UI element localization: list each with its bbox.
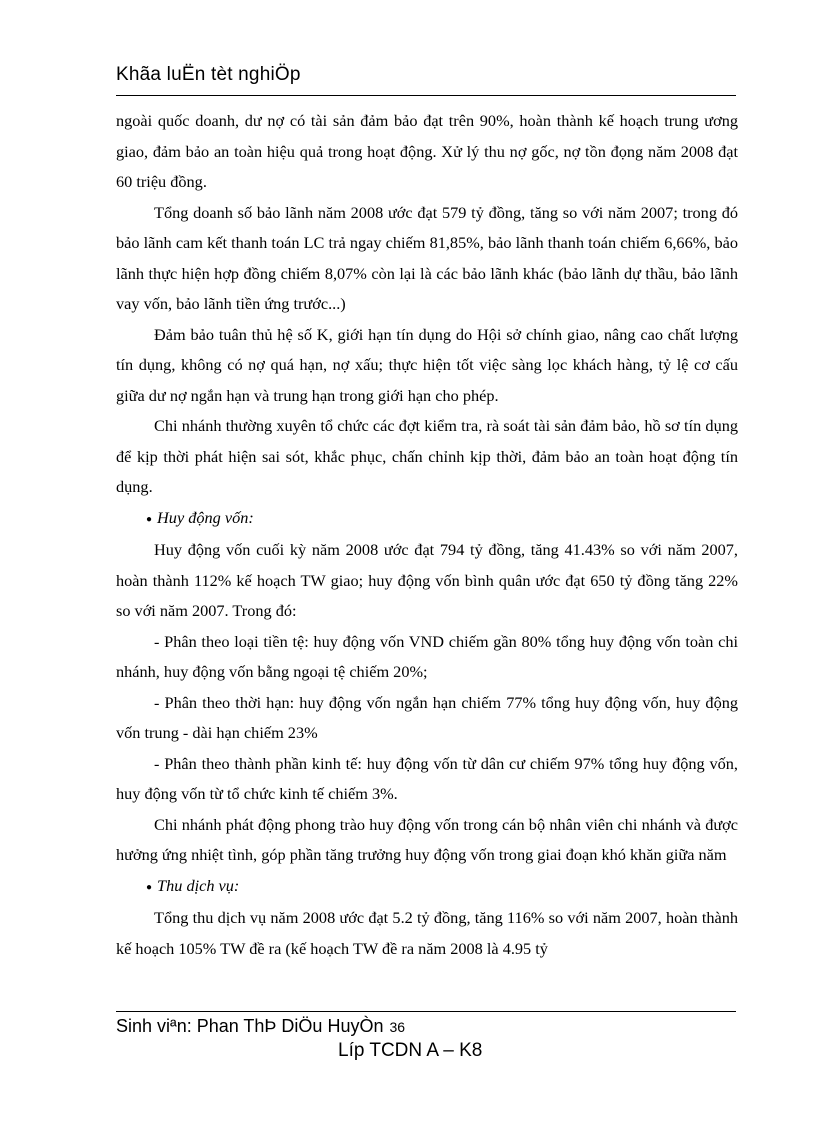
bullet-heading-label: Huy động vốn: [157,507,254,527]
student-name: Sinh viªn: Phan ThÞ DiÖu HuyÒn [116,1016,384,1036]
paragraph-7: - Phân theo thời hạn: huy động vốn ngắn hạn chiếm 77% tổng huy động vốn, huy động vốn trung - dài hạn chiếm 23% [116,692,738,742]
bullet-dot-icon: ● [146,881,153,893]
paragraph-2: Tổng doanh số bảo lãnh năm 2008 ước đạt 579 tỷ đồng, tăng so với năm 2007; trong đó bảo lãnh cam kết thanh toán LC trả ngay chiếm 81,85%, bảo lãnh thanh toán chiếm 6,66%, bảo lãnh thực hiện hợp đồng chiếm 8,07% còn lại là các bảo lãnh khác (bảo lãnh dự thầu, bảo lãnh vay vốn, bảo lãnh tiền ứng trước...) [116,202,738,313]
header-rule [116,95,736,96]
paragraph-4: Chi nhánh thường xuyên tổ chức các đợt kiểm tra, rà soát tài sản đảm bảo, hồ sơ tín dụng để kịp thời phát hiện sai sót, khắc phục, chấn chỉnh kịp thời, đảm bảo an toàn hoạt động tín dụng. [116,416,738,496]
footer-rule [116,1011,736,1012]
footer-student [116,1016,405,1037]
paragraph-8: - Phân theo thành phần kinh tế: huy động vốn từ dân cư chiếm 97% tổng huy động vốn, huy động vốn từ tổ chức kinh tế chiếm 3%. [116,753,738,803]
header-title: Khãa luËn tèt nghiÖp [116,64,301,85]
paragraph-3: Đảm bảo tuân thủ hệ số K, giới hạn tín dụng do Hội sở chính giao, nâng cao chất lượng tín dụng, không có nợ quá hạn, nợ xấu; thực hiện tốt việc sàng lọc khách hàng, tỷ lệ cơ cấu giữa dư nợ ngắn hạn và trung hạn trong giới hạn cho phép. [116,324,738,405]
bullet-heading-capital [116,503,738,536]
paragraph-1: ngoài quốc doanh, dư nợ có tài sản đảm bảo đạt trên 90%, hoàn thành kế hoạch trung ương giao, đảm bảo an toàn hiệu quả trong hoạt động. Xử lý thu nợ gốc, nợ tồn đọng năm 2008 đạt 60 triệu đồng. [116,111,738,191]
paragraph-10: Tổng thu dịch vụ năm 2008 ước đạt 5.2 tỷ đồng, tăng 116% so với năm 2007, hoàn thành kế hoạch 105% TW đề ra (kế hoạch TW đề ra năm 2008 là 4.95 tỷ [116,908,738,958]
paragraph-5: Huy động vốn cuối kỳ năm 2008 ước đạt 794 tỷ đồng, tăng 41.43% so với năm 2007, hoàn thành 112% kế hoạch TW giao; huy động vốn bình quân ước đạt 650 tỷ đồng tăng 22% so với năm 2007. Trong đó: [116,540,738,620]
bullet-dot-icon: ● [146,513,153,525]
footer-class: Líp TCDN A – K8 [338,1040,483,1061]
page-number: 36 [389,1019,406,1035]
bullet-heading-label: Thu dịch vụ: [157,875,240,895]
paragraph-6: - Phân theo loại tiền tệ: huy động vốn VND chiếm gần 80% tổng huy động vốn toàn chi nhánh, huy động vốn bằng ngoại tệ chiếm 20%; [116,631,738,681]
body-text [116,106,738,964]
bullet-heading-services [116,871,738,904]
paragraph-9: Chi nhánh phát động phong trào huy động vốn trong cán bộ nhân viên chi nhánh và được hưởng ứng nhiệt tình, góp phần tăng trưởng huy động vốn trong giai đoạn khó khăn giữa năm [116,814,738,864]
